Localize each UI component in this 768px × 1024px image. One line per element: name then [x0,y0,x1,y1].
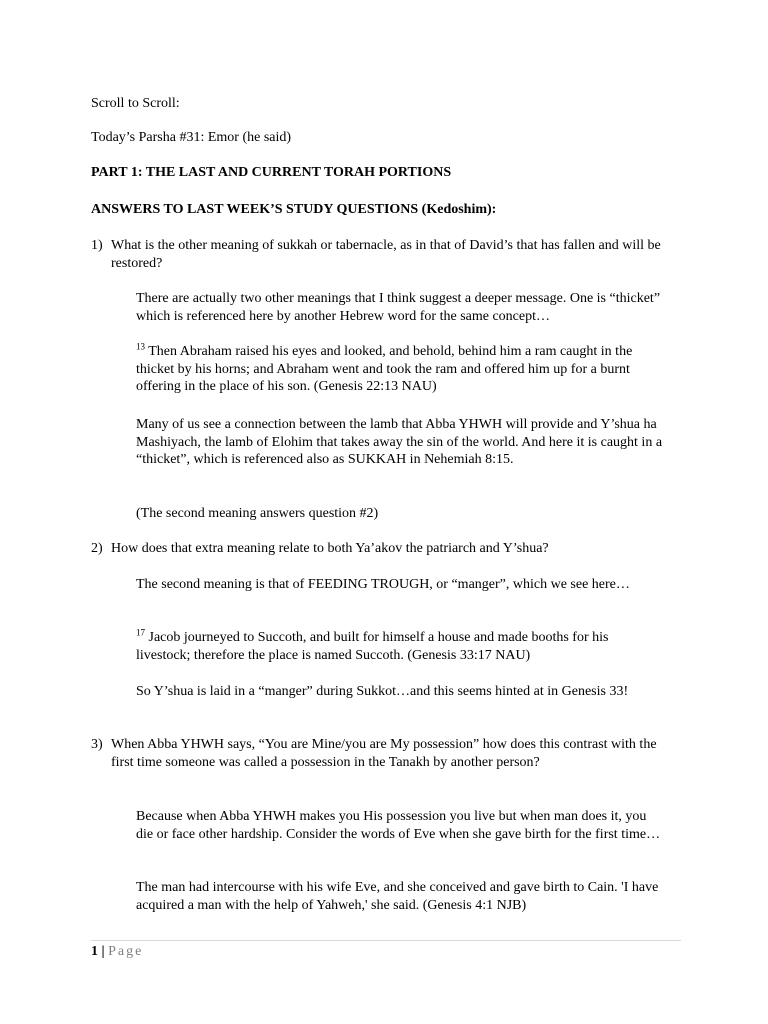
parsha-title: Today’s Parsha #31: Emor (he said) [91,130,292,145]
page-footer [91,943,143,960]
answer-3-paragraph-1: Because when Abba YHWH makes you His possession you live but when man does it, you die or face other hardship. Consider the words of Eve when she gave birth for the first time… [136,809,661,842]
verse-text: Then Abraham raised his eyes and looked, and behold, behind him a ram caught in the thicket by his horns; and Abraham went and took the ram and offered him up for a burnt offering in the place of his son. (Genesis 22:13 NAU) [136,344,633,394]
answer-1-paragraph-1: There are actually two other meanings that I think suggest a deeper message. One is “thicket” which is referenced here by another Hebrew word for the same concept… [136,291,661,324]
question-3-text: When Abba YHWH says, “You are Mine/you are My possession” how does this contrast with the first time someone was called a possession in the Tanakh by another person? [111,737,657,770]
scroll-to-scroll-line: Scroll to Scroll: [91,96,180,111]
page-label: Page [108,944,144,959]
answer-1-paragraph-2: Many of us see a connection between the lamb that Abba YHWH will provide and Y’shua ha Mashiyach, the lamb of Elohim that takes away the sin of the world. And here it is caught in a “thicket”, which is referenced also as SUKKAH in Nehemiah 8:15. [136,417,663,467]
question-1 [91,237,671,272]
verse-text: Jacob journeyed to Succoth, and built for himself a house and made booths for his livestock; therefore the place is named Succoth. (Genesis 33:17 NAU) [136,630,609,663]
page-separator: | [98,944,109,959]
question-2-number: 2) [91,541,103,556]
answer-1-verse [136,343,666,396]
answer-2-paragraph-2: So Y’shua is laid in a “manger” during Sukkot…and this seems hinted at in Genesis 33! [136,684,629,699]
answer-3-paragraph-2: The man had intercourse with his wife Eve, and she conceived and gave birth to Cain. 'I have acquired a man with the help of Yahweh,' she said. (Genesis 4:1 NJB) [136,880,659,913]
verse-number: 13 [136,341,145,352]
answer-1-paragraph-3: (The second meaning answers question #2) [136,506,379,521]
question-3-number: 3) [91,737,103,752]
verse-number: 17 [136,627,145,638]
question-2 [91,540,671,558]
answers-heading: ANSWERS TO LAST WEEK’S STUDY QUESTIONS (Kedoshim): [91,202,497,217]
part-heading: PART 1: THE LAST AND CURRENT TORAH PORTIONS [91,165,452,180]
answer-2-paragraph-1: The second meaning is that of FEEDING TROUGH, or “manger”, which we see here… [136,577,630,592]
question-1-number: 1) [91,238,103,253]
question-1-text: What is the other meaning of sukkah or tabernacle, as in that of David’s that has fallen and will be restored? [111,238,661,271]
answer-2-verse [136,629,666,664]
page-number: 1 [91,944,98,959]
question-3 [91,736,671,771]
footer-divider [91,940,681,941]
question-2-text: How does that extra meaning relate to both Ya’akov the patriarch and Y’shua? [111,541,549,556]
